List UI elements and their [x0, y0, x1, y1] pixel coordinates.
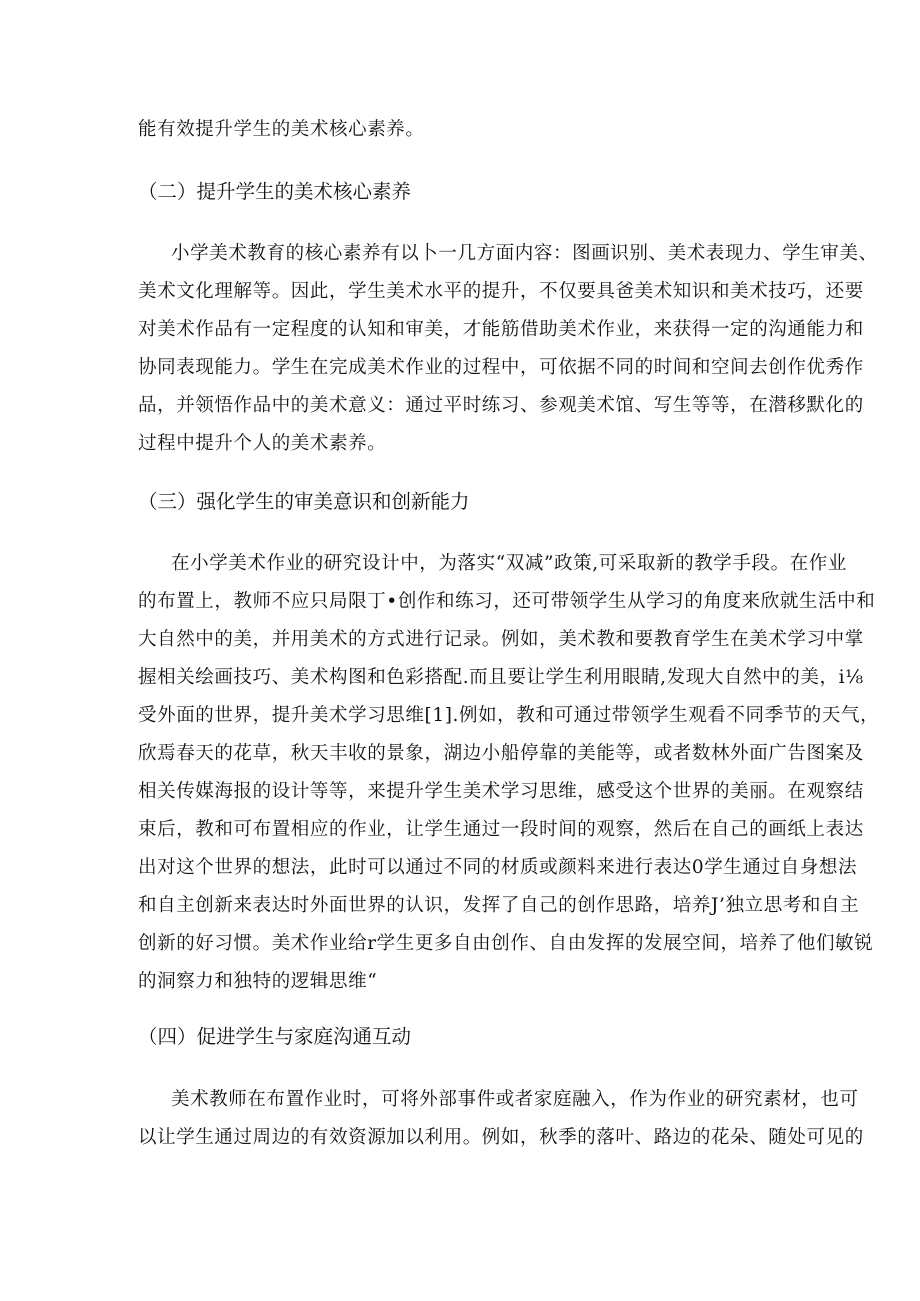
paragraph-line: 相关传媒海报的设计等等，来提升学生美术学习思维，感受这个世界的美丽。在观察结 — [138, 781, 864, 802]
paragraph-line: 出对这个世界的想法，此时可以通过不同的材质或颜料来进行表达0学生通过自身想法 — [138, 857, 858, 878]
paragraph-line: 协同表现能力。学生在完成美术作业的过程中，可依据不同的时间和空间去创作优秀作 — [138, 357, 864, 378]
paragraph-line: 小学美术教育的核心素养有以卜一几方面内容：图画识别、美术表现力、学生审美、 — [171, 243, 878, 264]
paragraph-line: 以让学生通过周边的有效资源加以利用。例如，秋季的落叶、路边的花朵、随处可见的 — [138, 1127, 864, 1148]
section-heading-3: （三）强化学生的审美意识和创新能力 — [138, 490, 470, 513]
paragraph-line: 创新的好习惯。美术作业给r学生更多自由创作、自由发挥的发展空间，培养了他们敏锐 — [138, 933, 874, 954]
paragraph-line: 束后，教和可布置相应的作业，让学生通过一段时间的观察，然后在自己的画纸上表达 — [138, 819, 864, 840]
paragraph-line: 在小学美术作业的研究设计中，为落实“双减”政策,可采取新的教学手段。在作业 — [171, 553, 847, 574]
paragraph-line: 过程中提升个人的美术素养。 — [138, 433, 387, 454]
paragraph-line: 握相关绘画技巧、美术构图和色彩搭配.而且要让学生利用眼睛,发现大自然中的美，i⅛ — [138, 667, 864, 688]
paragraph-line: 和自主创新来表达时外面世界的认识，发挥了自己的创作思路，培养J’独立思考和自主 — [138, 895, 860, 916]
paragraph-line: 品，并领悟作品中的美术意义：通过平时练习、参观美术馆、写生等等，在潜移默化的 — [138, 395, 864, 416]
section-heading-4: （四）促进学生与家庭沟通互动 — [138, 1025, 412, 1048]
paragraph-line: 能有效提升学生的美术核心素养。 — [138, 119, 425, 140]
paragraph-line: 受外面的世界，提升美术学习思维[1].例如，教和可通过带领学生观看不同季节的天气， — [138, 705, 880, 726]
paragraph-line: 美术文化理解等。因此，学生美术水平的提升，不仅要具爸美术知识和美术技巧，还要 — [138, 281, 864, 302]
paragraph-line: 大自然中的美，并用美术的方式进行记录。例如，美术教和要教育学生在美术学习中掌 — [138, 629, 864, 650]
paragraph-line: 欣焉春天的花草，秋天丰收的景象，湖边小船停靠的美能等，或者数林外面广告图案及 — [138, 743, 864, 764]
paragraph-line: 的布置上，教师不应只局限丁•创作和练习，还可带领学生从学习的角度来欣就生活中和 — [138, 591, 876, 612]
paragraph-line: 对美术作品有一定程度的认知和审美，才能筋借助美术作业，来获得一定的沟通能力和 — [138, 319, 864, 340]
paragraph-line: 美术教师在布置作业时，可将外部事件或者家庭融入，作为作业的研究素材，也可 — [171, 1089, 859, 1110]
paragraph-line: 的洞察力和独特的逻辑思维“ — [138, 971, 378, 992]
section-heading-2: （二）提升学生的美术核心素养 — [138, 180, 412, 203]
